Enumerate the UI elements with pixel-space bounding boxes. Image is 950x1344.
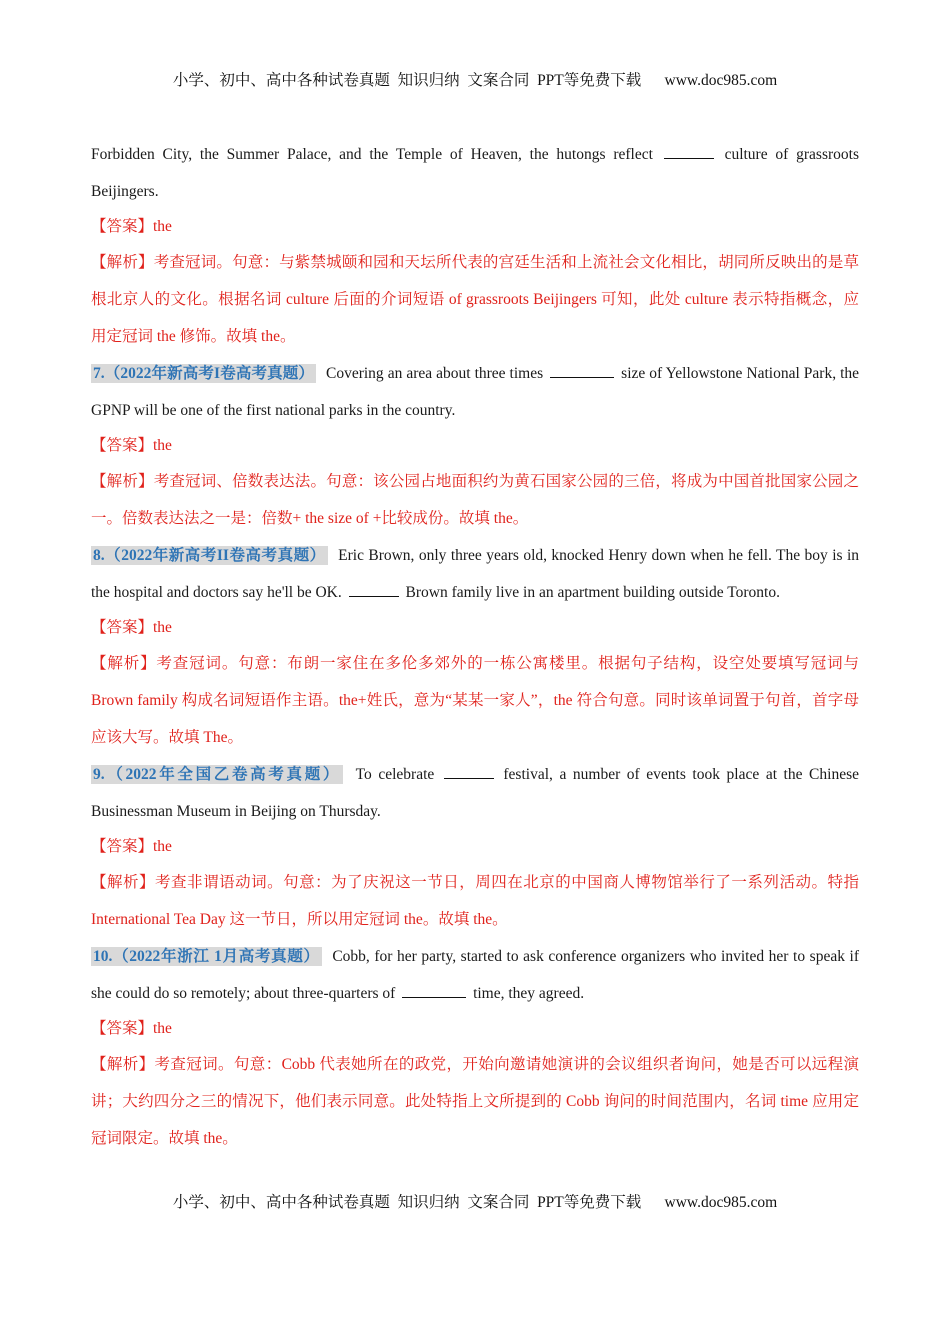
question-8-source: 8.（2022年新高考II卷高考真题） bbox=[93, 547, 326, 564]
question-6-blank bbox=[664, 144, 714, 159]
question-8-explanation: 【解析】考查冠词。句意：布朗一家住在多伦多郊外的一栋公寓楼里。根据句子结构，设空处要填写冠词与 Brown family 构成名词短语作主语。the+姓氏，意为“某某一家人”，the 符合句意。同时该单词置于句首，首字母应该大写。故填 The。 bbox=[91, 655, 859, 746]
question-7-answer: 【答案】the bbox=[91, 437, 172, 454]
question-10-text-before: Cobb, for her party, started to ask conference organizers who invited her to speak if she could do so remotely; about three-quarters of bbox=[91, 948, 859, 1002]
question-7-text-before: Covering an area about three times bbox=[326, 365, 544, 382]
question-10-answer: 【答案】the bbox=[91, 1020, 172, 1037]
question-8-stem bbox=[91, 537, 859, 611]
question-8-answer: 【答案】the bbox=[91, 619, 172, 636]
question-9-text-before: To celebrate bbox=[355, 766, 435, 783]
question-9-source: 9.（2022年全国乙卷高考真题） bbox=[93, 766, 342, 783]
question-7-blank bbox=[550, 363, 614, 378]
question-6-explanation: 【解析】考查冠词。句意：与紫禁城颐和园和天坛所代表的宫廷生活和上流社会文化相比，胡同所反映出的是草根北京人的文化。根据名词 culture 后面的介词短语 of grassroots Beijingers 可知，此处 culture 表示特指概念，应用定冠词 the 修饰。故填 the。 bbox=[91, 254, 859, 345]
question-6-text-after: culture of grassroots Beijingers. bbox=[91, 146, 859, 200]
question-10-explanation: 【解析】考查冠词。句意：Cobb 代表她所在的政党，开始向邀请她演讲的会议组织者询问，她是否可以远程演讲；大约四分之三的情况下，他们表示同意。此处特指上文所提到的 Cobb 询问的时间范围内，名词 time 应用定冠词限定。故填 the。 bbox=[91, 1056, 859, 1147]
question-6-answer: 【答案】the bbox=[91, 218, 172, 235]
question-7-source: 7.（2022年新高考I卷高考真题） bbox=[93, 365, 314, 382]
question-10-source: 10.（2022年浙江 1月高考真题） bbox=[93, 948, 320, 965]
question-10-blank bbox=[402, 983, 466, 998]
question-content bbox=[91, 136, 859, 1157]
question-8-text-after: Brown family live in an apartment building outside Toronto. bbox=[405, 584, 780, 601]
question-9-explanation: 【解析】考查非谓语动词。句意：为了庆祝这一节日，周四在北京的中国商人博物馆举行了一系列活动。特指 International Tea Day 这一节日，所以用定冠词 the。故填 the。 bbox=[91, 874, 859, 928]
question-7-explanation: 【解析】考查冠词、倍数表达法。句意：该公园占地面积约为黄石国家公园的三倍，将成为中国首批国家公园之一。倍数表达法之一是：倍数+ the size of +比较成份。故填 the。 bbox=[91, 473, 859, 527]
question-9-text-after: festival, a number of events took place at the Chinese Businessman Museum in Beijing on Thursday. bbox=[91, 766, 859, 820]
question-6-text-before: Forbidden City, the Summer Palace, and the Temple of Heaven, the hutongs reflect bbox=[91, 146, 653, 163]
question-10-text-after: time, they agreed. bbox=[473, 985, 585, 1002]
question-7-text-after: size of Yellowstone National Park, the GPNP will be one of the first national parks in the country. bbox=[91, 365, 860, 419]
question-9-blank bbox=[444, 764, 494, 779]
question-10-stem bbox=[91, 938, 859, 1012]
question-6-stem bbox=[91, 136, 859, 210]
question-7-stem bbox=[91, 355, 859, 429]
question-9-answer: 【答案】the bbox=[91, 838, 172, 855]
question-9-stem bbox=[91, 756, 859, 830]
page-header: 小学、初中、高中各种试卷真题 知识归纳 文案合同 PPT等免费下载 www.doc985.com bbox=[172, 72, 778, 89]
question-8-blank bbox=[349, 582, 399, 597]
question-8-text-before: Eric Brown, only three years old, knocked Henry down when he fell. The boy is in the hospital and doctors say he'll be OK. bbox=[91, 547, 860, 601]
page-footer: 小学、初中、高中各种试卷真题 知识归纳 文案合同 PPT等免费下载 www.doc985.com bbox=[172, 1194, 778, 1211]
